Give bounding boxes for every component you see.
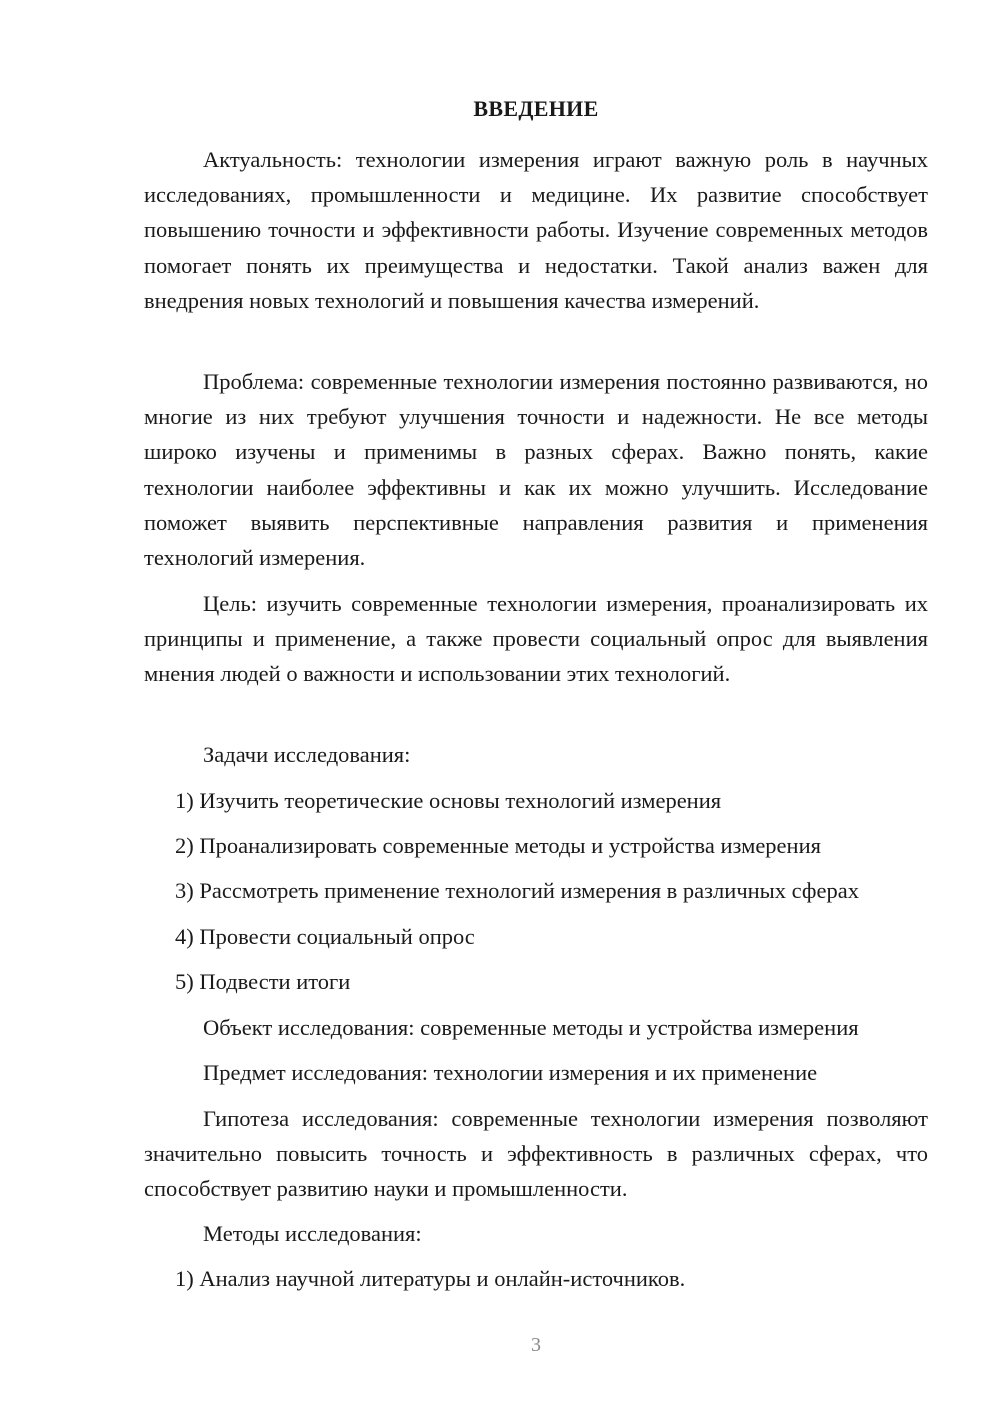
page-number: 3 <box>531 1334 541 1356</box>
methods-heading: Методы исследования: <box>203 1221 422 1246</box>
list-item: 3) Рассмотреть применение технологий измерения в различных сферах <box>175 878 859 903</box>
list-item: 2) Проанализировать современные методы и устройства измерения <box>175 833 821 858</box>
problem-paragraph: Проблема: современные технологии измерения постоянно развиваются, но многие из них требуют улучшения точности и надежности. Не все методы широко изучены и применимы в разных сферах. Важно понять, какие технологии наиболее эффективны и как их можно улучшить. Исследование поможет выявить перспективные направления развития и применения технологий измерения. <box>144 369 928 571</box>
page-title: ВВЕДЕНИЕ <box>473 96 599 121</box>
list-item: 4) Провести социальный опрос <box>175 924 475 949</box>
list-item: 1) Изучить теоретические основы технологий измерения <box>175 788 722 813</box>
goal-paragraph: Цель: изучить современные технологии измерения, проанализировать их принципы и применение, а также провести социальный опрос для выявления мнения людей о важности и использовании этих технологий. <box>144 591 928 687</box>
tasks-heading: Задачи исследования: <box>203 742 411 767</box>
list-item: 5) Подвести итоги <box>175 969 351 994</box>
list-item: 1) Анализ научной литературы и онлайн-источников. <box>175 1266 686 1291</box>
hypothesis-paragraph: Гипотеза исследования: современные технологии измерения позволяют значительно повысить точность и эффективность в различных сферах, что способствует развитию науки и промышленности. <box>144 1106 928 1202</box>
research-object: Объект исследования: современные методы и устройства измерения <box>203 1015 859 1040</box>
relevance-paragraph: Актуальность: технологии измерения играют важную роль в научных исследованиях, промышленности и медицине. Их развитие способствует повышению точности и эффективности работы. Изучение современных методов помогает понять их преимущества и недостатки. Такой анализ важен для внедрения новых технологий и повышения качества измерений. <box>144 147 928 313</box>
research-subject: Предмет исследования: технологии измерения и их применение <box>203 1060 818 1085</box>
